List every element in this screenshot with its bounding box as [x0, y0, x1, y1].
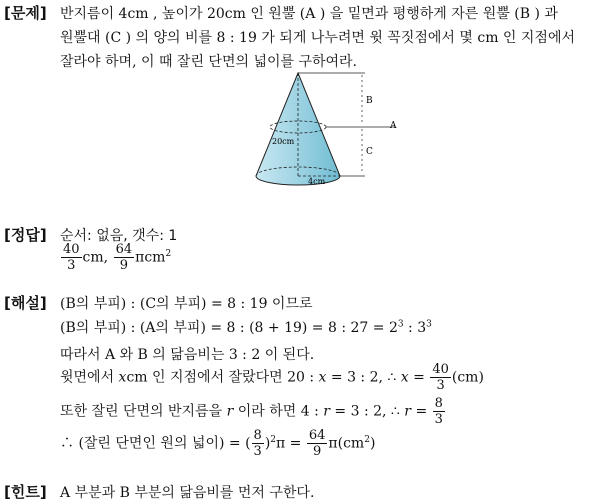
figure-label-c: C	[366, 147, 373, 157]
hint-line: A 부분과 B 부분의 닮음비를 먼저 구한다.	[60, 485, 315, 501]
solution-line-4: 윗면에서 xcm 인 지점에서 잘랐다면 20 : x = 3 : 2, ∴ x = $\frac{40}{3}$ (cm)	[60, 362, 484, 393]
figure-label-b: B	[366, 96, 373, 106]
problem-line-1: 반지름이 4cm , 높이가 20cm 인 원뿔 (A ) 을 밑면과 평행하게 자른 원뿔 (B ) 과	[60, 6, 558, 22]
answer-fraction-1: $\frac{40}{3}$	[63, 242, 80, 273]
problem-tag: [문제]	[4, 4, 47, 22]
figure-label-height: 20cm	[272, 137, 295, 146]
answer-line-2: $\frac{40}{3}$ cm, $\frac{64}{9}$ πcm$^2$	[63, 242, 172, 273]
hint-tag: [힌트]	[4, 483, 47, 501]
solution-line-5: 또한 잘린 단면의 반지름을 r 이라 하면 4 : r = 3 : 2, ∴ r = $\frac{8}{3}$	[60, 396, 443, 427]
problem-line-3: 잘라야 하며, 이 때 잘린 단면의 넓이를 구하여라.	[60, 54, 358, 70]
figure-label-a: A	[390, 121, 397, 131]
cone-figure	[250, 70, 410, 190]
solution-line-6: ∴ (잘린 단면인 원의 넓이) = ( $\frac{8}{3}$ )$^2$π = $\frac{64}{9}$ $\pi(cm^2)$	[60, 428, 376, 459]
answer-line-1: 순서: 없음, 갯수: 1	[60, 228, 178, 244]
solution-line-1: (B의 부피) : (C의 부피) = 8 : 19 이므로	[60, 296, 313, 312]
answer-fraction-2: $\frac{64}{9}$	[115, 242, 133, 273]
solution-line-2: (B의 부피) : (A의 부피) = 8 : (8 + 19) = 8 : $27 = 2^3$ : $3^3$	[60, 319, 432, 336]
solution-line-3: 따라서 A 와 B 의 닮음비는 3 : 2 이 된다.	[60, 347, 315, 363]
figure-label-radius: 4cm	[308, 177, 326, 186]
solution-tag: [해설]	[4, 294, 47, 312]
answer-tag: [정답]	[4, 226, 47, 244]
problem-line-2: 원뿔대 (C ) 의 양의 비를 8 : 19 가 되게 나누려면 윗 꼭짓점에서 몇 cm 인 지점에서	[60, 30, 575, 46]
